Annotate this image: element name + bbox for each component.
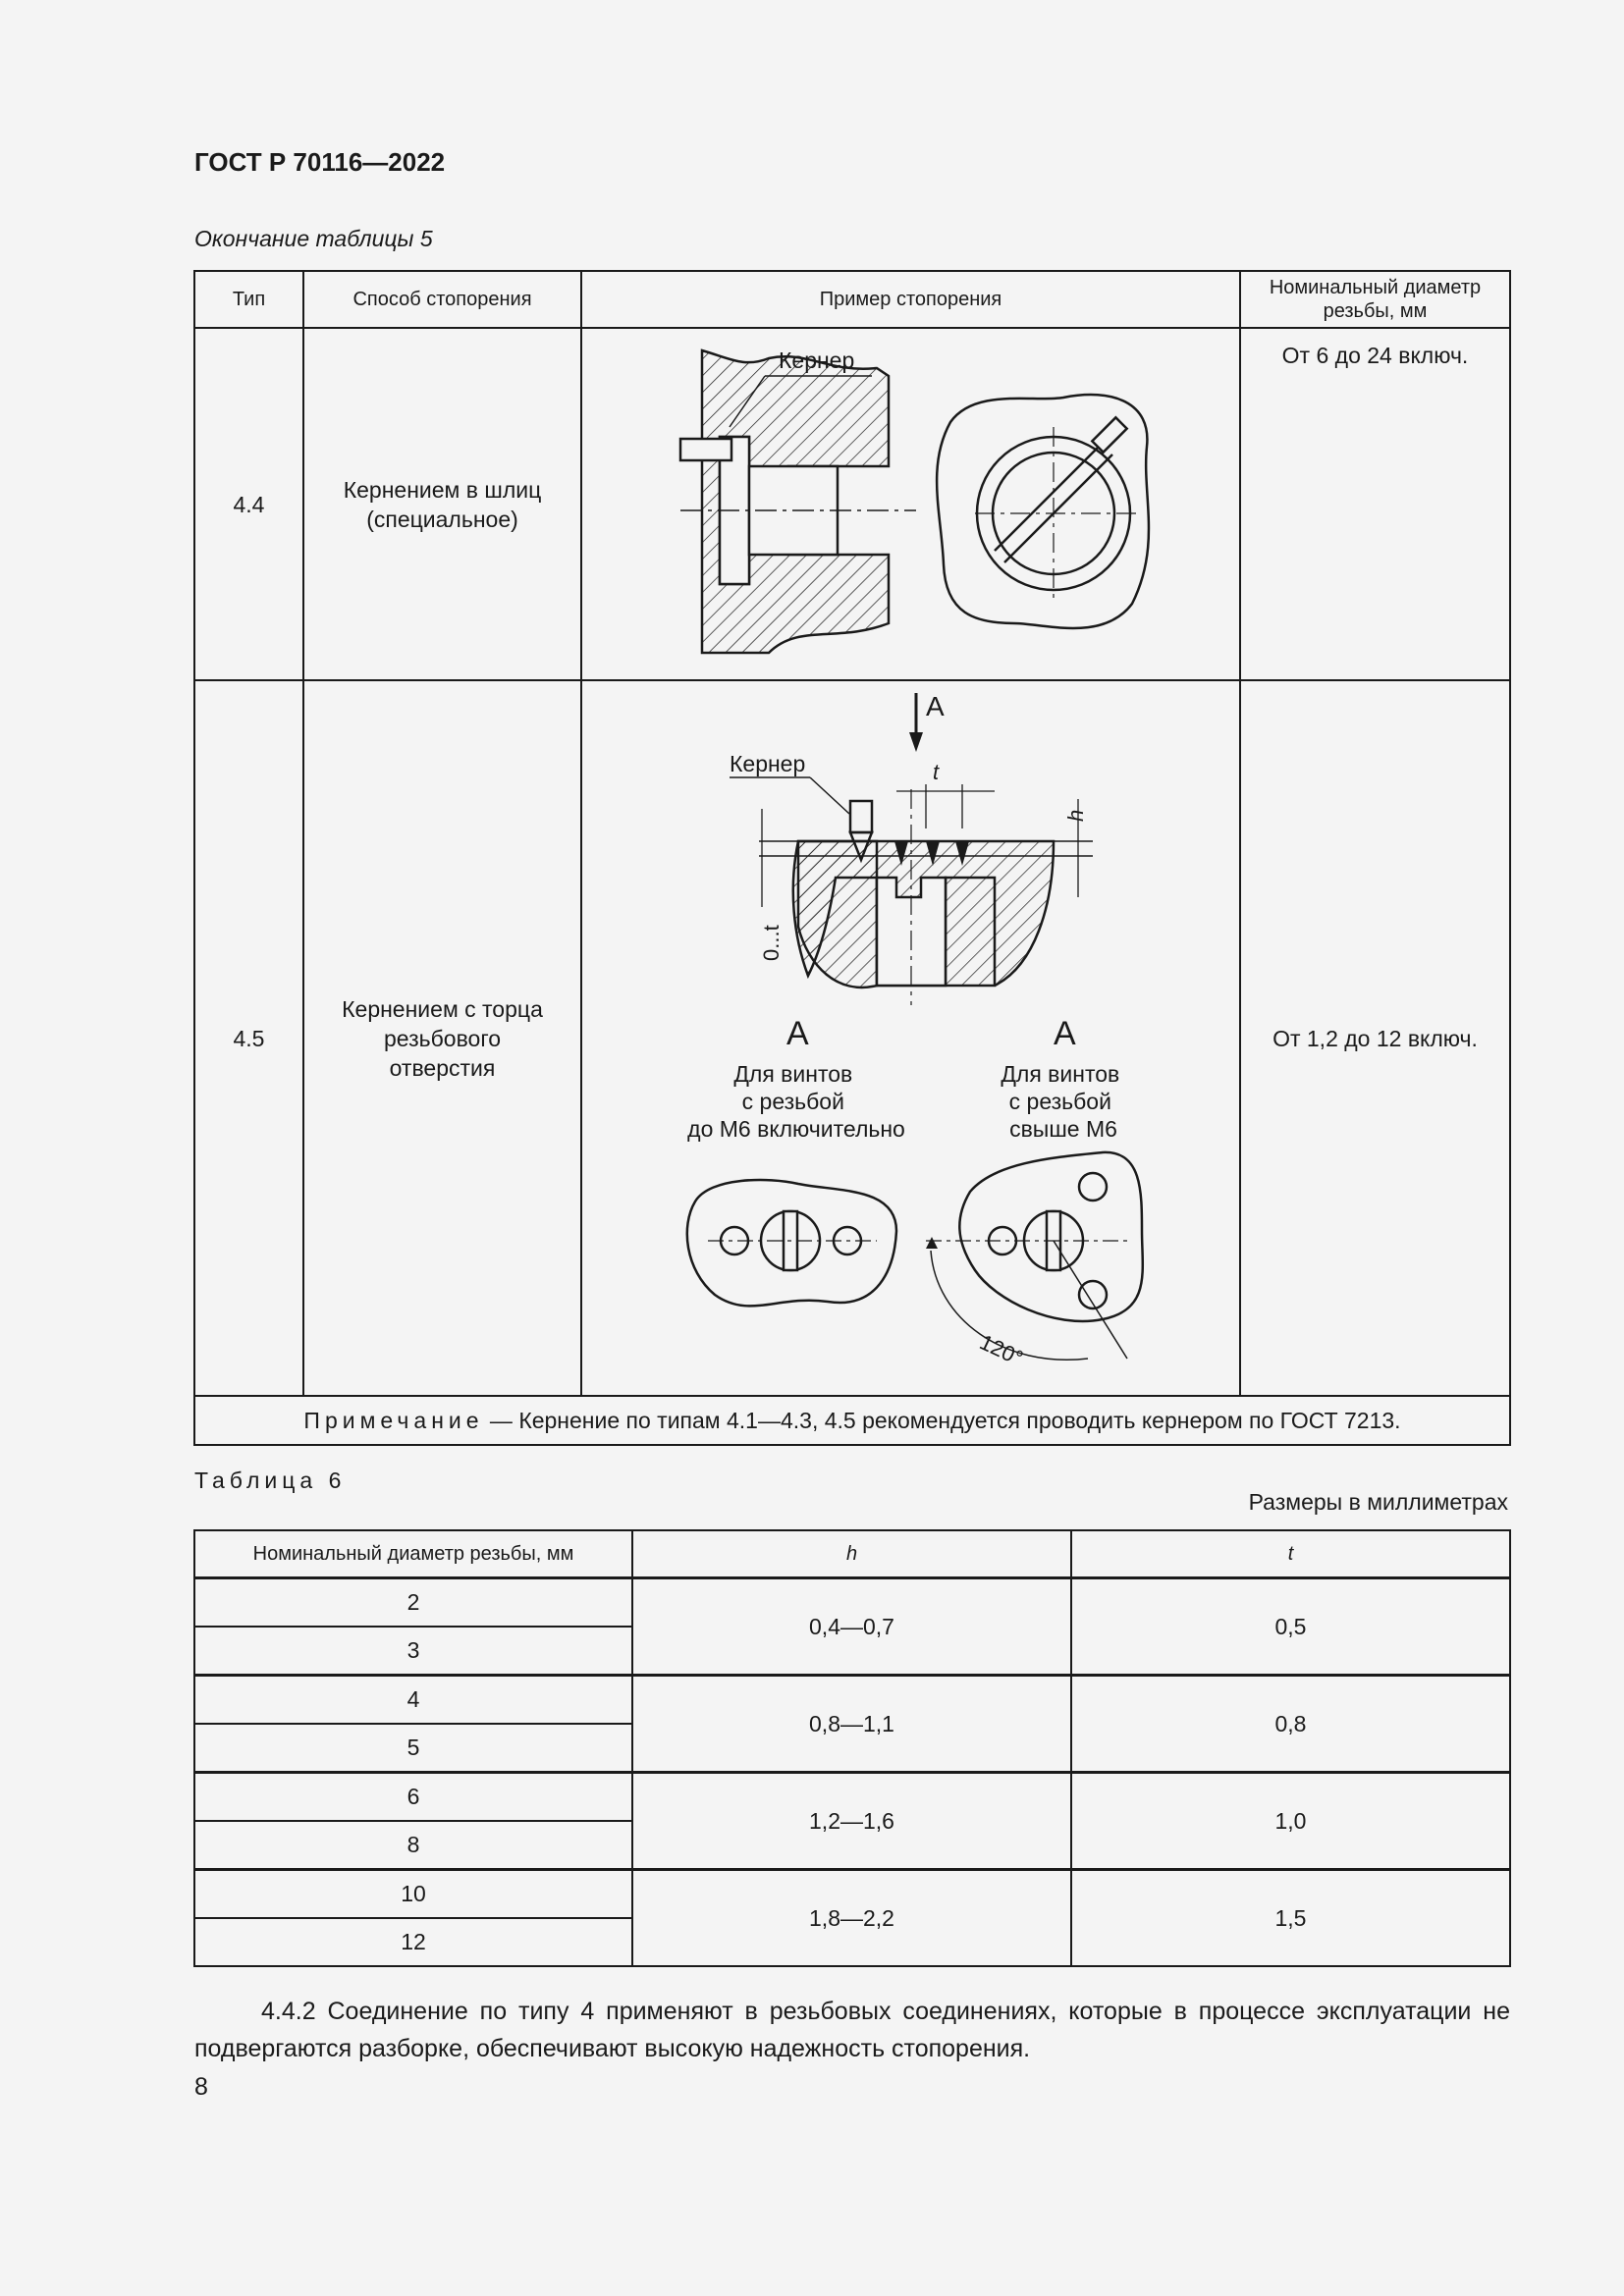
diameter-cell: 5 [194, 1724, 632, 1773]
t-cell: 0,8 [1071, 1676, 1510, 1773]
t-cell: 0,5 [1071, 1578, 1510, 1676]
diameter-cell: 4 [194, 1676, 632, 1725]
kerner-label: Кернер [730, 751, 806, 776]
t-cell: 1,0 [1071, 1773, 1510, 1870]
view-arrow-label: A [926, 691, 945, 721]
table-row [194, 1676, 1510, 1725]
view-left-label: A [786, 1015, 809, 1052]
diameter-cell: 3 [194, 1627, 632, 1676]
note-text: — Кернение по типам 4.1—4.3, 4.5 рекомендуется проводить кернером по ГОСТ 7213. [483, 1408, 1401, 1433]
figure-4-5 [582, 681, 1239, 1388]
table-row [194, 1773, 1510, 1822]
figure-cell [581, 328, 1240, 680]
dim-h-label: h [1063, 809, 1088, 822]
diameter-cell: 6 [194, 1773, 632, 1822]
table5-header-row [194, 271, 1510, 328]
type-cell: 4.5 [194, 680, 303, 1396]
document-header: ГОСТ Р 70116—2022 [194, 147, 446, 177]
slot-kerner-mark [1092, 417, 1126, 452]
page-number: 8 [194, 2073, 208, 2101]
method-cell: Кернением с торца резьбового отверстия [303, 680, 581, 1396]
diameter-cell: 2 [194, 1578, 632, 1628]
table5-note [194, 1396, 1510, 1445]
table6 [193, 1529, 1511, 1967]
table6-col-h: h [632, 1530, 1071, 1578]
dim-t-label: t [933, 760, 940, 784]
kerner-punch [850, 801, 872, 832]
table5-col-diameter: Номинальный диаметр резьбы, мм [1240, 271, 1510, 328]
table6-caption: Таблица 6 [194, 1468, 347, 1493]
caption-right: Для винтов с резьбой свыше М6 [1001, 1061, 1120, 1142]
table5-row [194, 680, 1510, 1396]
h-cell: 1,8—2,2 [632, 1870, 1071, 1967]
diameter-cell: От 1,2 до 12 включ. [1240, 680, 1510, 1396]
view-right-label: A [1054, 1015, 1076, 1052]
table5-col-type: Тип [194, 271, 303, 328]
table-row [194, 1578, 1510, 1628]
h-cell: 1,2—1,6 [632, 1773, 1071, 1870]
figure-cell [581, 680, 1240, 1396]
table5-row [194, 328, 1510, 680]
figure-4-4 [582, 329, 1239, 672]
kerner-label: Кернер [779, 347, 855, 373]
diameter-cell: 10 [194, 1870, 632, 1919]
table6-units: Размеры в миллиметрах [1248, 1489, 1508, 1515]
note-label: Примечание [303, 1408, 484, 1433]
table5-col-example: Пример стопорения [581, 271, 1240, 328]
table6-col-diameter: Номинальный диаметр резьбы, мм [194, 1530, 632, 1578]
diameter-cell: От 6 до 24 включ. [1240, 328, 1510, 680]
type-cell: 4.4 [194, 328, 303, 680]
t-cell: 1,5 [1071, 1870, 1510, 1967]
table5 [193, 270, 1511, 1446]
diameter-cell: 12 [194, 1918, 632, 1966]
diameter-cell: 8 [194, 1821, 632, 1870]
table-row [194, 1870, 1510, 1919]
body-paragraph: 4.4.2 Соединение по типу 4 применяют в резьбовых соединениях, которые в процессе эксплуатации не подвергаются разборке, обеспечивают высокую надежность стопорения. [194, 1998, 1510, 2062]
h-cell: 0,8—1,1 [632, 1676, 1071, 1773]
method-cell: Кернением в шлиц (специальное) [303, 328, 581, 680]
table5-note-row [194, 1396, 1510, 1445]
table5-caption: Окончание таблицы 5 [194, 226, 433, 251]
dim-0t-label: 0...t [759, 925, 784, 961]
table5-col-method: Способ стопорения [303, 271, 581, 328]
table6-header-row [194, 1530, 1510, 1578]
caption-left: Для винтов с резьбой до М6 включительно [687, 1061, 905, 1142]
h-cell: 0,4—0,7 [632, 1578, 1071, 1676]
table6-col-t: t [1071, 1530, 1510, 1578]
angle-label: 120° [976, 1329, 1027, 1371]
kerner-punch [680, 439, 731, 460]
